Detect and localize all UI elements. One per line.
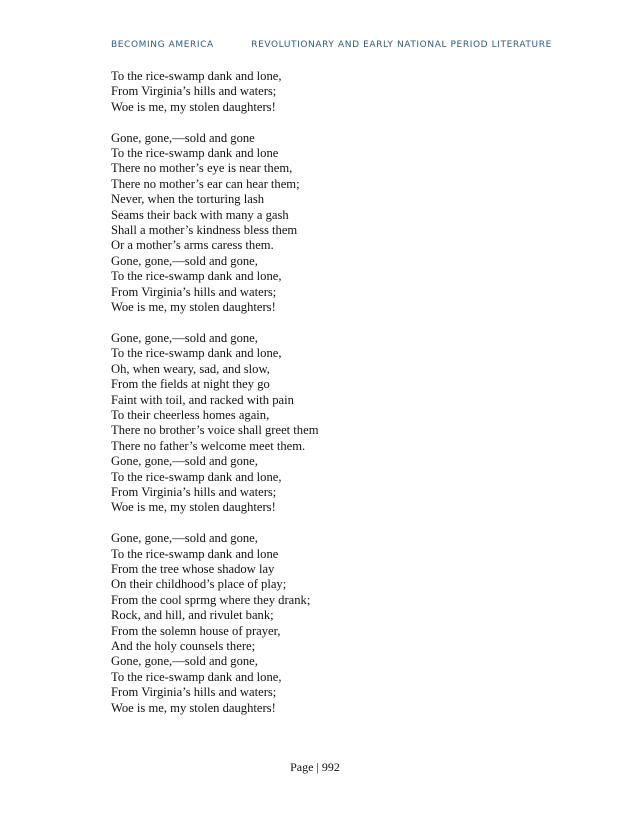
stanza — [111, 331, 319, 516]
poem-line: There no mother’s eye is near them, — [111, 161, 293, 176]
poem-line: To the rice-swamp dank and lone, — [111, 269, 282, 284]
poem-line: Woe is me, my stolen daughters! — [111, 700, 276, 715]
poem-line: To the rice-swamp dank and lone, — [111, 69, 282, 83]
stanza — [111, 69, 319, 115]
poem-line: Woe is me, my stolen daughters! — [111, 99, 276, 114]
page-number: Page | 992 — [290, 760, 340, 774]
poem-line: From the tree whose shadow lay — [111, 561, 275, 576]
poem-line: To their cheerless homes again, — [111, 407, 270, 422]
stanza — [111, 131, 319, 316]
poem-line: Gone, gone,—sold and gone, — [111, 654, 258, 669]
poem-line: From Virginia’s hills and waters; — [111, 685, 277, 700]
poem-line: Gone, gone,—sold and gone, — [111, 454, 258, 469]
poem-line: There no father’s welcome meet them. — [111, 438, 306, 453]
poem-line: From the fields at night they go — [111, 377, 270, 392]
poem-line: Rock, and hill, and rivulet bank; — [111, 608, 274, 623]
poem-line: Gone, gone,—sold and gone, — [111, 253, 258, 268]
poem-line: Gone, gone,—sold and gone — [111, 130, 255, 145]
poem-line: And the holy counsels there; — [111, 638, 256, 653]
poem-body — [111, 69, 319, 731]
stanza — [111, 531, 319, 716]
poem-line: To the rice-swamp dank and lone — [111, 546, 279, 561]
poem-line: Oh, when weary, sad, and slow, — [111, 361, 270, 376]
poem-line: Woe is me, my stolen daughters! — [111, 500, 276, 515]
poem-line: From Virginia’s hills and waters; — [111, 484, 277, 499]
poem-line: There no brother’s voice shall greet them — [111, 423, 319, 438]
poem-line: Shall a mother’s kindness bless them — [111, 223, 298, 238]
poem-line: From Virginia’s hills and waters; — [111, 284, 277, 299]
poem-line: To the rice-swamp dank and lone, — [111, 669, 282, 684]
poem-line: Woe is me, my stolen daughters! — [111, 300, 276, 315]
poem-line: Gone, gone,—sold and gone, — [111, 330, 258, 345]
poem-line: There no mother’s ear can hear them; — [111, 176, 300, 191]
poem-line: Never, when the torturing lash — [111, 192, 265, 207]
running-header — [111, 40, 552, 50]
poem-line: Gone, gone,—sold and gone, — [111, 531, 258, 546]
poem-line: From Virginia’s hills and waters; — [111, 84, 277, 99]
poem-line: Faint with toil, and racked with pain — [111, 392, 294, 407]
header-book-title: BECOMING AMERICA — [111, 40, 214, 50]
header-section-title: REVOLUTIONARY AND EARLY NATIONAL PERIOD LITERATURE — [251, 40, 552, 50]
poem-line: To the rice-swamp dank and lone — [111, 146, 279, 161]
poem-line: Seams their back with many a gash — [111, 207, 289, 222]
poem-line: On their childhood’s place of play; — [111, 577, 287, 592]
poem-line: From the cool sprmg where they drank; — [111, 592, 311, 607]
poem-line: From the solemn house of prayer, — [111, 623, 281, 638]
poem-line: To the rice-swamp dank and lone, — [111, 346, 282, 361]
poem-line: Or a mother’s arms caress them. — [111, 238, 274, 253]
poem-line: To the rice-swamp dank and lone, — [111, 469, 282, 484]
